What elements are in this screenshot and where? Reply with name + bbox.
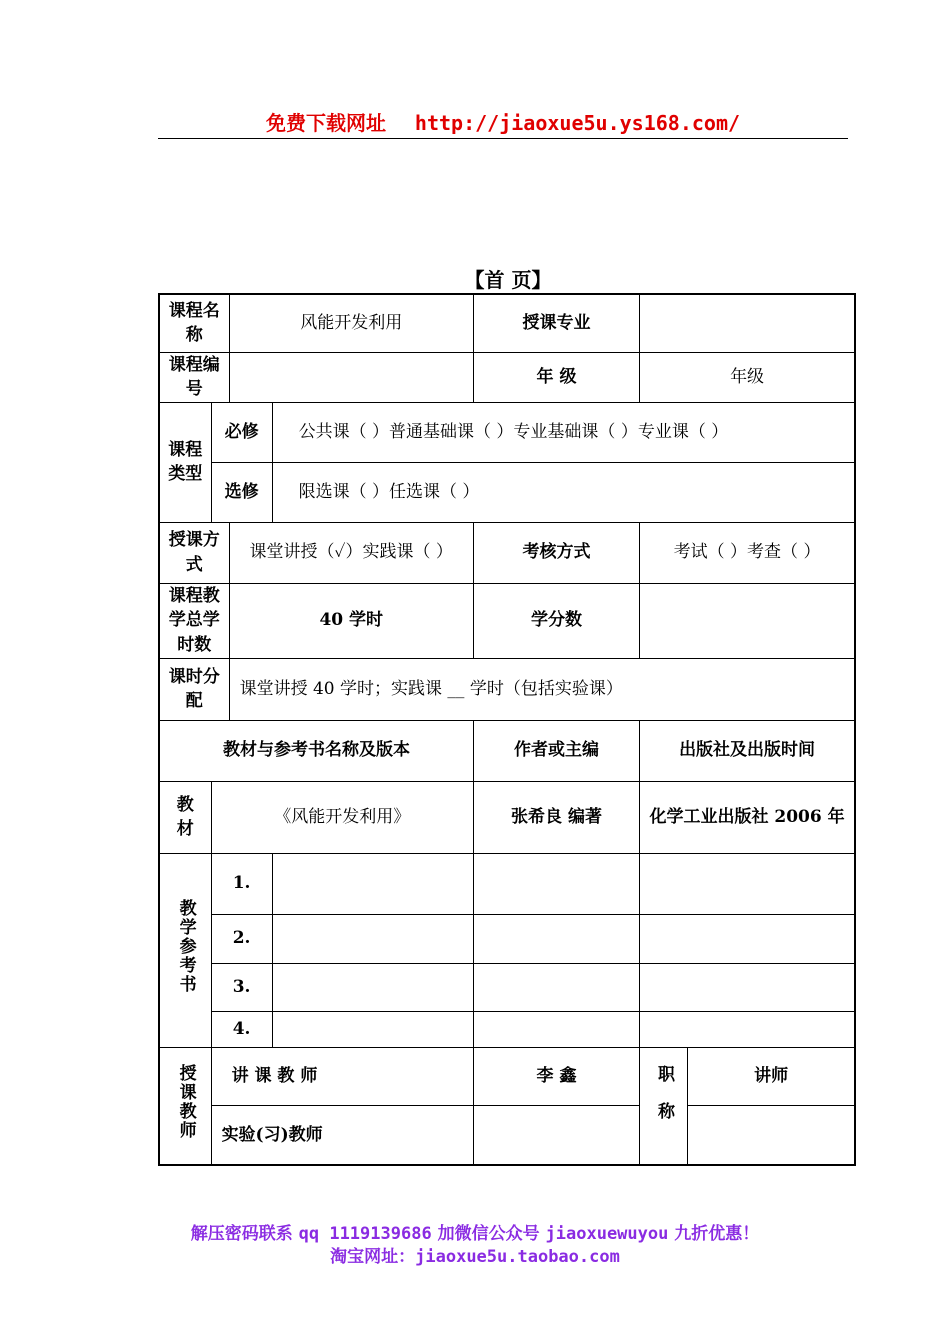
lecturer-value: 李 鑫 [473, 1047, 639, 1105]
lecturer-label: 讲 课 教 师 [211, 1047, 473, 1105]
textbook-name: 《风能开发利用》 [211, 781, 473, 853]
ref-publisher-4 [640, 1011, 855, 1047]
ref-number-2: 2. [211, 914, 272, 963]
required-label: 必修 [211, 402, 272, 462]
assess-label: 考核方式 [473, 522, 639, 583]
footer-qq: qq 1119139686 [298, 1224, 432, 1244]
credits-value [640, 583, 855, 658]
book-author-header: 作者或主编 [473, 720, 639, 781]
required-options: 公共课（ ）普通基础课（ ）专业基础课（ ）专业课（ ） [272, 402, 855, 462]
elective-options: 限选课（ ）任选课（ ） [272, 462, 855, 522]
textbook-author: 张希良 编著 [473, 781, 639, 853]
total-hours-value: 40 学时 [229, 583, 473, 658]
footer-line-1 [0, 1219, 950, 1244]
teacher-label [159, 1047, 211, 1165]
footer-discount: 九折优惠！ [668, 1224, 760, 1244]
ref-author-3 [473, 963, 639, 1011]
textbook-label: 教材 [159, 781, 211, 853]
teacher-label-text: 授课教师 [175, 1064, 196, 1141]
assess-value: 考试（ ）考查（ ） [640, 522, 855, 583]
header-label: 免费下载网址 [265, 111, 386, 135]
book-publisher-header: 出版社及出版时间 [640, 720, 855, 781]
total-hours-label: 课程教学总学时数 [159, 583, 229, 658]
credits-label: 学分数 [473, 583, 639, 658]
footer-taobao-label: 淘宝网址： [330, 1247, 416, 1267]
job-title-label-text: 职称 [653, 1065, 674, 1140]
job-title-label [640, 1047, 688, 1165]
course-type-label: 课程类型 [159, 402, 211, 522]
ref-name-4 [272, 1011, 473, 1047]
hour-distribution-value: 课堂讲授 40 学时；实践课 __ 学时（包括实验课） [229, 658, 855, 720]
grade-label: 年 级 [473, 352, 639, 402]
teach-mode-label: 授课方式 [159, 522, 229, 583]
lab-teacher-label: 实验(习)教师 [211, 1105, 473, 1165]
ref-number-4: 4. [211, 1011, 272, 1047]
ref-name-3 [272, 963, 473, 1011]
ref-publisher-1 [640, 853, 855, 914]
teach-mode-value: 课堂讲授（✓）实践课（ ） [229, 522, 473, 583]
book-name-header: 教材与参考书名称及版本 [159, 720, 473, 781]
ref-name-2 [272, 914, 473, 963]
course-code-label: 课程编号 [159, 352, 229, 402]
course-code-value [229, 352, 473, 402]
elective-label: 选修 [211, 462, 272, 522]
footer-wechat-id: jiaoxuewuyou [545, 1224, 669, 1244]
reference-books-label [159, 853, 211, 1047]
download-header [158, 108, 848, 139]
grade-value: 年级 [640, 352, 855, 402]
job-title-value-2 [688, 1105, 855, 1165]
course-name-value: 风能开发利用 [229, 294, 473, 352]
header-url-link[interactable]: http://jiaoxue5u.ys168.com/ [414, 111, 741, 135]
ref-author-1 [473, 853, 639, 914]
ref-number-1: 1. [211, 853, 272, 914]
ref-author-4 [473, 1011, 639, 1047]
ref-number-3: 3. [211, 963, 272, 1011]
textbook-publisher: 化学工业出版社 2006 年 [640, 781, 855, 853]
footer-line-2 [0, 1242, 950, 1267]
course-info-table [158, 293, 856, 1166]
footer-taobao-link[interactable]: jiaoxue5u.taobao.com [415, 1247, 620, 1267]
major-value [640, 294, 855, 352]
hour-distribution-label: 课时分配 [159, 658, 229, 720]
reference-books-text: 教学参考书 [175, 898, 196, 994]
course-name-label: 课程名称 [159, 294, 229, 352]
job-title-value: 讲师 [688, 1047, 855, 1105]
ref-author-2 [473, 914, 639, 963]
footer-wechat-text: 加微信公众号 [431, 1224, 546, 1244]
ref-publisher-2 [640, 914, 855, 963]
major-label: 授课专业 [473, 294, 639, 352]
ref-name-1 [272, 853, 473, 914]
footer-password-text: 解压密码联系 [190, 1224, 299, 1244]
page-title: 【首 页】 [464, 268, 552, 292]
lab-teacher-value [473, 1105, 639, 1165]
ref-publisher-3 [640, 963, 855, 1011]
